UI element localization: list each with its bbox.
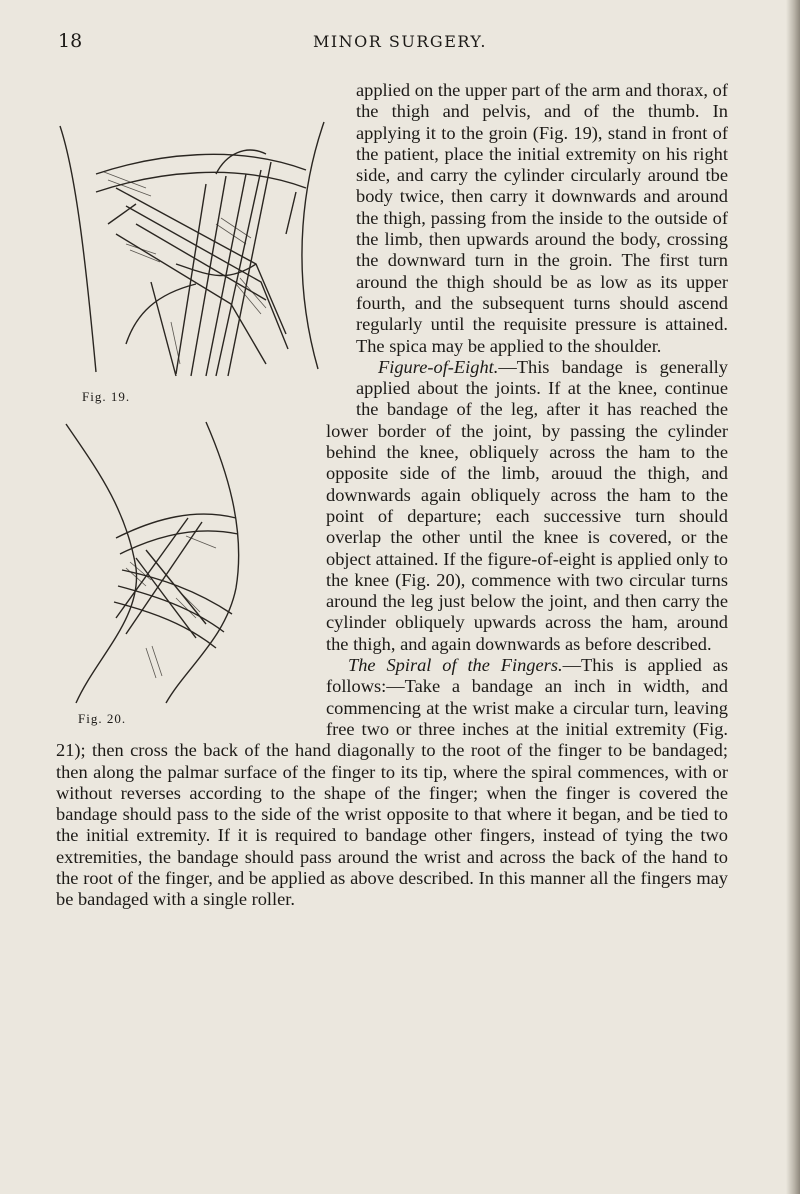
heading-spiral-fingers: The Spiral of the Fingers.	[348, 655, 563, 676]
spica-groin-illustration	[56, 114, 356, 384]
page-header	[0, 30, 800, 54]
body-text	[56, 80, 728, 911]
figure-19-caption: Fig. 19.	[82, 389, 131, 404]
figure-19	[56, 114, 356, 410]
heading-figure-of-eight: Figure-of-Eight.	[378, 356, 499, 377]
paragraph-spica: applied on the upper part of the arm and thorax, of the thigh and pelvis, and of the thumb. In applying it to the groin (Fig. 19), stand in front of the patient, place the initial extremity on his right side, and carry the cylinder circularly around tbe body twice, then carry it downwards and around the thigh, passing from the inside to the outside of the limb, then upwards around the body, crossing the downward turn in the groin. The first turn around the thigh should be as low as its upper fourth, and the subsequent turns should ascend regularly until the requisite pressure is attained. The spica may be applied to the shoulder.	[356, 80, 728, 356]
page-number: 18	[58, 30, 83, 52]
leg-outline-left	[66, 424, 137, 703]
body-outline-right	[302, 122, 324, 369]
body-outline-left	[60, 126, 96, 372]
page-edge-shadow	[786, 0, 800, 1194]
figure-20-caption: Fig. 20.	[78, 711, 127, 726]
leg-outline-right	[166, 422, 239, 703]
figure-20	[56, 418, 326, 726]
text-figure-of-eight: —This bandage is generally applied about the joints. If at the knee, continue the bandage of the leg, after it has reached the lower border of the joint, by passing the cylinder behind the knee, obliquely across the ham to the opposite side of the limb, arouud the thigh, and downwards again obliquely across the ham to the point of departure; each successive turn should overlap the other until the knee is covered, or the object attained. If the figure-of-eight is applied only to the knee (Fig. 20), commence with two circular turns around the leg just below the joint, and then carry the cylinder obliquely upwards across the ham, around the thigh, and again downwards as before described.	[326, 356, 728, 654]
text-spiral-fingers: —This is applied as follows:—Take a bandage an inch in width, and commencing at the wrist make a circular turn, leaving free two or three inches at the initial extremity (Fig. 21); then cross the back of the hand diagonally to the root of the finger to be bandaged; then along the palmar surface of the finger to its tip, where the spiral commences, with or without reverses according to the shape of the finger; when the finger is covered the bandage should pass to the side of the wrist opposite to that where it began, and be tied to the initial extremity. If it is required to bandage other fingers, instead of tying the two extremities, the bandage should pass around the wrist and across the back of the hand to the root of the finger, and be applied as above described. In this manner all the fingers may be bandaged with a single roller.	[56, 655, 728, 910]
running-head: MINOR SURGERY.	[312, 32, 488, 51]
knee-figure-of-eight-illustration	[56, 418, 326, 708]
